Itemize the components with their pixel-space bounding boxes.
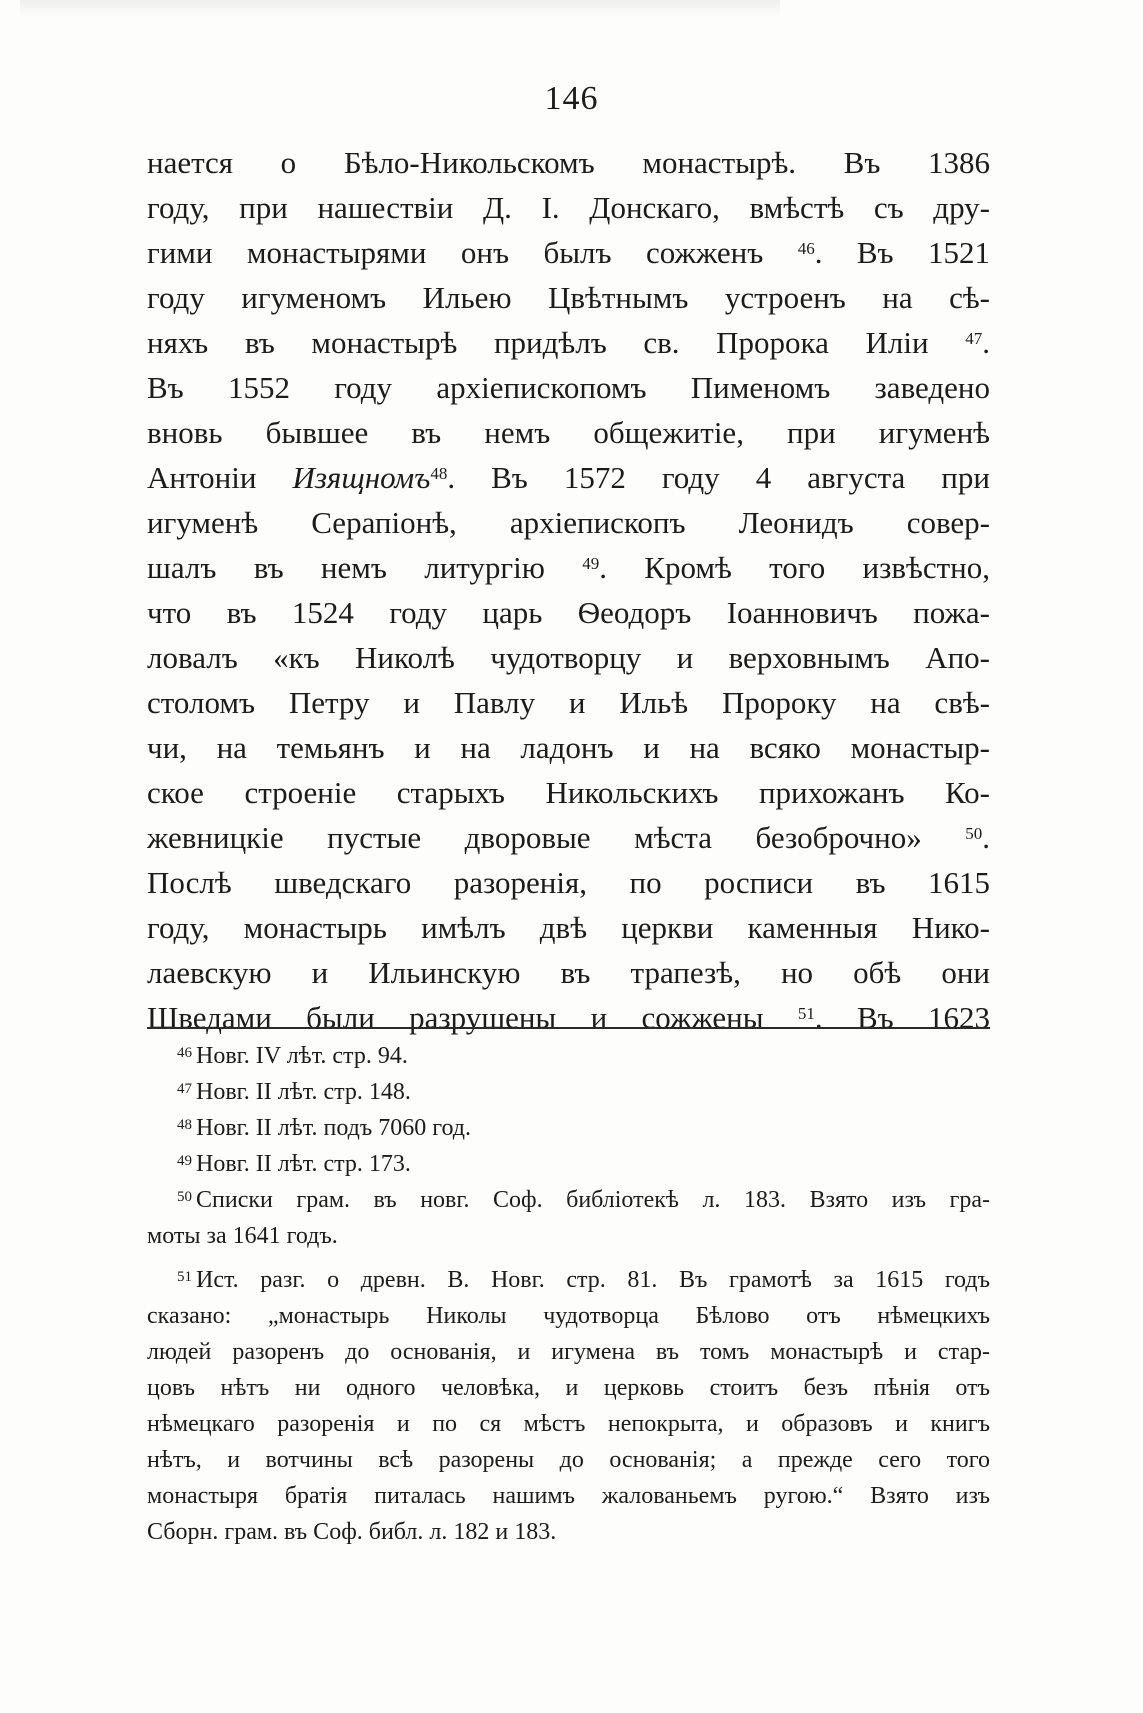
footnote-reference: 46 xyxy=(797,239,815,258)
footnote-text: Новг. II лѣт. стр. 148. xyxy=(196,1079,411,1105)
footnote-number: 48 xyxy=(177,1117,192,1133)
text-segment: . Въ 1623 xyxy=(814,1000,990,1035)
text-line: что въ 1524 году царь Ѳеодоръ Іоанновичъ пожа- xyxy=(147,595,990,630)
footnote-46 xyxy=(147,1038,990,1074)
text-line: году, монастырь имѣлъ двѣ церкви каменныя Нико- xyxy=(147,910,990,945)
footnote-text: Списки грам. въ новг. Соф. библіотекѣ л. 183. Взято изъ гра- xyxy=(196,1187,990,1213)
footnote-number: 47 xyxy=(177,1081,192,1097)
text-line: лаевскую и Ильинскую въ трапезѣ, но обѣ они xyxy=(147,955,990,990)
footnote-51 xyxy=(147,1262,990,1298)
footnote-51-cont: Сборн. грам. въ Соф. библ. л. 182 и 183. xyxy=(147,1519,557,1545)
main-text xyxy=(147,140,990,1040)
text-segment: шалъ въ немъ литургію xyxy=(147,550,583,585)
footnote-50-cont: моты за 1641 годъ. xyxy=(147,1223,338,1249)
footnote-51-cont: монастыря братія питалась нашимъ жалованьемъ ругою.“ Взято изъ xyxy=(147,1483,990,1509)
text-segment: . xyxy=(982,325,990,360)
footnote-reference: 50 xyxy=(965,824,983,843)
footnote-51-cont: людей разоренъ до основанія, и игумена въ томъ монастырѣ и стар- xyxy=(147,1339,990,1365)
text-line: ловалъ «къ Николѣ чудотворцу и верховнымъ Апо- xyxy=(147,640,990,675)
text-line xyxy=(147,230,990,275)
footnote-reference: 48 xyxy=(430,464,448,483)
footnote-51-cont: сказано: „монастырь Николы чудотворца Бѣлово отъ нѣмецкихъ xyxy=(147,1303,990,1329)
text-line xyxy=(147,545,990,590)
text-segment: . Кромѣ того извѣстно, xyxy=(599,550,990,585)
text-line: Послѣ шведскаго разоренія, по росписи въ 1615 xyxy=(147,865,990,900)
page-number: 146 xyxy=(544,80,599,117)
text-line xyxy=(147,995,990,1040)
footnote-text: Новг. II лѣт. подъ 7060 год. xyxy=(196,1115,472,1141)
footnote-spacer xyxy=(147,1254,990,1262)
footnotes xyxy=(147,1038,990,1550)
footnote-number: 50 xyxy=(177,1189,192,1205)
text-line: игуменѣ Серапіонѣ, архіепископъ Леонидъ совер- xyxy=(147,505,990,540)
text-line: чи, на темьянъ и на ладонъ и на всяко монастыр- xyxy=(147,730,990,765)
text-line: столомъ Петру и Павлу и Ильѣ Пророку на свѣ- xyxy=(147,685,990,720)
text-segment: . Въ 1572 году 4 августа при xyxy=(447,460,990,495)
text-line xyxy=(147,455,990,500)
text-line: вновь бывшее въ немъ общежитіе, при игуменѣ xyxy=(147,415,990,450)
footnote-text: Новг. II лѣт. стр. 173. xyxy=(196,1151,411,1177)
text-segment: . xyxy=(982,820,990,855)
footnote-50 xyxy=(147,1182,990,1218)
footnote-51-cont: нѣтъ, и вотчины всѣ разорены до основанія; а прежде сего того xyxy=(147,1447,990,1473)
footnote-number: 46 xyxy=(177,1045,192,1061)
footnote-49 xyxy=(147,1146,990,1182)
text-line: году, при нашествіи Д. І. Донскаго, вмѣстѣ съ дру- xyxy=(147,190,990,225)
italic-name: Изящномъ xyxy=(292,460,431,495)
text-segment: Шведами были разрушены и сожжены xyxy=(147,1000,798,1035)
text-line: нается о Бѣло-Никольскомъ монастырѣ. Въ 1386 xyxy=(147,145,990,180)
footnote-text: Новг. IV лѣт. стр. 94. xyxy=(196,1043,408,1069)
text-line: ское строеніе старыхъ Никольскихъ прихожанъ Ко- xyxy=(147,775,990,810)
text-segment: Антоніи xyxy=(147,460,293,495)
footnote-reference: 49 xyxy=(582,554,600,573)
text-line xyxy=(147,815,990,860)
footnote-51-cont: нѣмецкаго разоренія и по ся мѣстъ непокрыта, и образовъ и книгъ xyxy=(147,1411,990,1437)
text-line: Въ 1552 году архіепископомъ Пименомъ заведено xyxy=(147,370,990,405)
text-segment: няхъ въ монастырѣ придѣлъ св. Пророка Иліи xyxy=(147,325,966,360)
text-segment: гими монастырями онъ былъ сожженъ xyxy=(147,235,798,270)
footnote-reference: 47 xyxy=(965,329,983,348)
text-line xyxy=(147,320,990,365)
text-segment: . Въ 1521 xyxy=(814,235,990,270)
footnote-47 xyxy=(147,1074,990,1110)
scan-shadow xyxy=(20,0,780,18)
text-line: году игуменомъ Ильею Цвѣтнымъ устроенъ на сѣ- xyxy=(147,280,990,315)
footnote-text: Ист. разг. о древн. В. Новг. стр. 81. Въ грамотѣ за 1615 годъ xyxy=(196,1267,990,1293)
footnote-number: 49 xyxy=(177,1153,192,1169)
footnote-reference: 51 xyxy=(797,1004,815,1023)
footnote-51-cont: цовъ нѣтъ ни одного человѣка, и церковь стоитъ безъ пѣнія отъ xyxy=(147,1375,990,1401)
text-segment: жевницкіе пустые дворовые мѣста безоброчно» xyxy=(147,820,966,855)
footnote-divider xyxy=(147,1027,990,1029)
footnote-48 xyxy=(147,1110,990,1146)
footnote-number: 51 xyxy=(177,1269,192,1285)
